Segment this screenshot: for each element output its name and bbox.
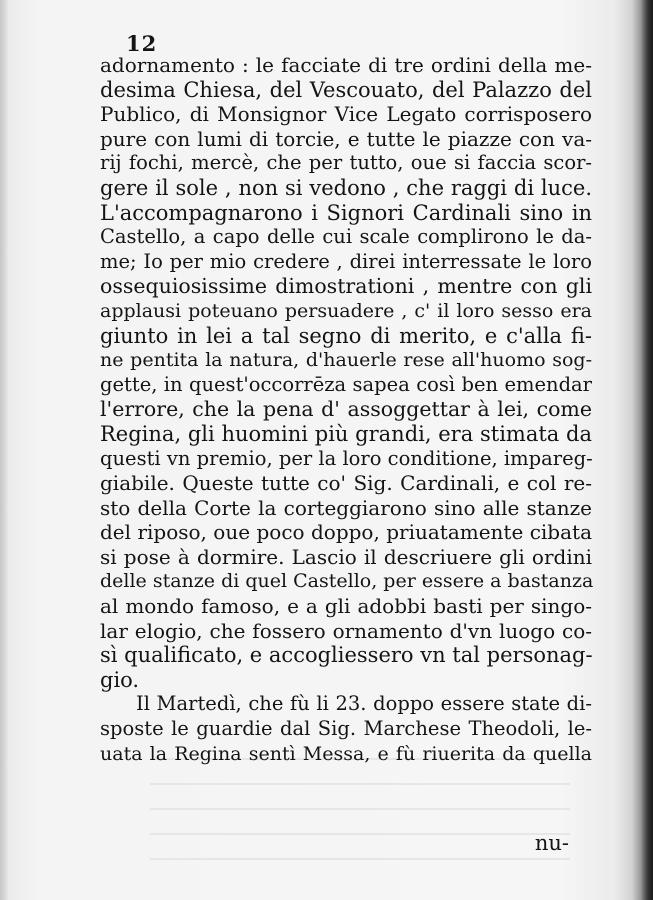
text-line: del riposo, oue poco doppo, priuatamente cibata — [100, 520, 592, 545]
text-line: giabile. Queste tutte co' Sig. Cardinali, e col re- — [100, 471, 592, 496]
text-line: desima Chiesa, del Vescouato, del Palazzo del — [100, 77, 592, 102]
page-edge-shadow — [641, 0, 653, 900]
page-number: 12 — [126, 31, 158, 56]
text-line: Publico, di Monsignor Vice Legato corrisposero — [100, 102, 592, 127]
text-line: sì qualificato, e accogliessero vn tal personag- — [100, 643, 593, 668]
text-line: pure con lumi di torcie, e tutte le piazze con va- — [100, 126, 592, 151]
text-line: giunto in lei a tal segno di merito, e c'alla fi- — [100, 323, 592, 348]
catchword: nu- — [534, 831, 569, 855]
text-line: Castello, a capo delle cui scale complirono le da- — [100, 225, 592, 249]
gutter-shadow — [0, 0, 8, 900]
text-line: sposte le guardie dal Sig. Marchese Theodoli, le- — [100, 717, 592, 741]
text-line: ne pentita la natura, d'hauerle rese all'huomo sog- — [100, 349, 592, 372]
text-line: me; Io per mio credere , direi interressate le loro — [100, 249, 592, 273]
text-line: Regina, gli huomini più grandi, era stimata da — [100, 421, 592, 446]
text-line: al mondo famoso, e a gli adobbi basti per singo- — [100, 594, 592, 619]
text-line: applausi poteuano persuadere , c' il loro sesso era — [100, 299, 592, 322]
text-line: rij fochi, mercè, che per tutto, oue si faccia scor- — [100, 151, 592, 175]
text-line: adornamento : le facciate di tre ordini della me- — [100, 53, 592, 77]
text-line: lar elogio, che fossero ornamento d'vn luogo co- — [100, 618, 592, 643]
text-line: ossequiosissime dimostrationi , mentre con gli — [100, 274, 592, 299]
text-line: L'accompagnarono i Signori Cardinali sino in — [100, 200, 592, 225]
text-line: uata la Regina sentì Messa, e fù riuerita da quella — [100, 742, 592, 765]
text-line: l'errore, che la pena d' assoggettar à lei, come — [100, 397, 592, 422]
text-line: gere il sole , non si vedono , che raggi di luce. — [100, 175, 592, 200]
text-line: si pose à dormire. Lascio il descriuere gli ordini — [100, 544, 592, 569]
paragraph-start-line: Il Martedì, che fù li 23. doppo essere state di- — [136, 692, 592, 716]
body-text — [100, 53, 592, 766]
text-line: delle stanze di quel Castello, per essere a bastanza — [100, 570, 594, 593]
text-line: gio. — [100, 667, 140, 692]
text-line: sto della Corte la corteggiarono sino alle stanze — [100, 495, 592, 520]
text-line: gette, in quest'occorrēza sapea così ben emendar — [100, 372, 592, 396]
text-line: questi vn premio, per la loro conditione, impareg- — [100, 446, 593, 470]
